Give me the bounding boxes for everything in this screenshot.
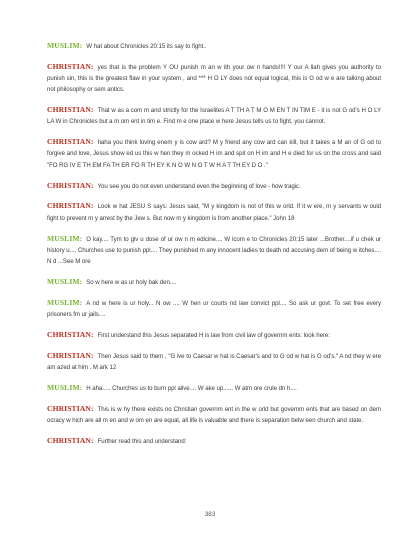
christian-speaker-label: CHRISTIAN: bbox=[47, 105, 94, 115]
dialogue-text: This is w hy there exists no Christian governm ent in the w orld but governm ents that are based on dem ocracy w hich are all m en and w om en are equal, all life is valuable and there is separation betw een church and state. bbox=[47, 405, 381, 424]
page-number: 383 bbox=[204, 511, 216, 518]
muslim-speaker-label: MUSLIM: bbox=[47, 233, 83, 243]
dialogue-text: Then Jesus said to them , "G ive to Caesar w hat is Caesar's and to G od w hat is G od's." A nd they w ere am azed at him . M ark 12 bbox=[47, 352, 381, 371]
dialogue-text: That w as a com m and strictly for the Israelites A T TH A T M O M EN T IN TIM E - it is not G od's H O LY LA W in Chronicles but a m om ent in tim e. Find m e one place w here Jesus tells us to fight, you cannot. bbox=[47, 107, 381, 126]
dialogue-paragraph bbox=[47, 180, 381, 192]
dialogue-text: Look w hat JESU S says: Jesus said, "M y kingdom is not of this w orld. If it w ere, m y servants w ould fight to prevent m y arrest by the Jew s. But now m y kingdom is from another place." John 18 bbox=[47, 203, 381, 222]
dialogue-paragraph bbox=[47, 350, 381, 373]
muslim-speaker-label: MUSLIM: bbox=[47, 41, 83, 50]
dialogue-text: A nd w here is ur holy... N ow .... W hen ur courts nd law convict ppl.... So ask ur govt. To set free every prisoners fm ur jails.... bbox=[47, 299, 381, 318]
dialogue-paragraph bbox=[47, 403, 381, 426]
dialogue-text: First understand this Jesus separated H is law from civil law of governm ents: look here: bbox=[97, 331, 330, 339]
dialogue-text: O kay.... Tym to giv u dose of ur ow n m edicine.... W lcom e to Chronicles 20:15 later ...Brother....if u chek ur history u.... Churches use to punish ppl.... They punished m any innocent ladies to death nd accusing dem of being w itches.... N d ...See M ore bbox=[47, 235, 381, 265]
dialogue-paragraph bbox=[47, 297, 381, 320]
dialogue-text: W hat about Chronicles 20:15 its say to fight.. bbox=[86, 43, 207, 50]
dialogue-paragraph bbox=[47, 200, 381, 223]
christian-speaker-label: CHRISTIAN: bbox=[47, 350, 94, 360]
dialogue-text: Further read this and understand: bbox=[97, 437, 187, 445]
muslim-speaker-label: MUSLIM: bbox=[47, 382, 83, 392]
christian-speaker-label: CHRISTIAN: bbox=[47, 61, 94, 71]
dialogue-paragraph bbox=[47, 136, 381, 171]
dialogue-text: haha you think loving enem y is cow ard? M y friend any cow ard can kill, but it takes a M an of G od to forgive and love, Jesus show ed us this w hen they m ocked H im and spit on H im and H e died for us on the cross and said "FO RG IV E TH EM FA TH ER FO R TH EY K N O W N O T W H A T TH EY D O ." bbox=[47, 139, 381, 169]
christian-speaker-label: CHRISTIAN: bbox=[47, 201, 94, 211]
dialogue-text: So w here w as ur holy bak den.... bbox=[86, 278, 177, 286]
dialogue-page-body bbox=[47, 40, 381, 456]
christian-speaker-label: CHRISTIAN: bbox=[47, 180, 94, 190]
dialogue-text: You see you do not even understand even the beginning of love - how tragic. bbox=[97, 182, 301, 190]
dialogue-paragraph bbox=[47, 382, 381, 394]
dialogue-paragraph bbox=[47, 40, 381, 52]
dialogue-paragraph bbox=[47, 435, 381, 447]
christian-speaker-label: CHRISTIAN: bbox=[47, 435, 94, 445]
dialogue-paragraph bbox=[47, 104, 381, 127]
dialogue-paragraph bbox=[47, 233, 381, 268]
dialogue-text: yes that is the problem Y OU punish m an w ith your ow n hands!!!! Y our A llah gives you authority to punish sin, this is the greatest flaw in your system , and *** H O LY does not equal logical, this is G od w e are talking about not philosophy or sem antics. bbox=[47, 63, 381, 94]
christian-speaker-label: CHRISTIAN: bbox=[47, 137, 94, 147]
muslim-speaker-label: MUSLIM: bbox=[47, 276, 83, 286]
christian-speaker-label: CHRISTIAN: bbox=[47, 403, 94, 413]
muslim-speaker-label: MUSLIM: bbox=[47, 297, 83, 307]
dialogue-paragraph bbox=[47, 329, 381, 341]
dialogue-paragraph bbox=[47, 61, 381, 96]
christian-speaker-label: CHRISTIAN: bbox=[47, 329, 94, 339]
dialogue-paragraph bbox=[47, 276, 381, 288]
dialogue-text: H aha..... Churches us to burn ppl alive.... W ake up...... W atm ore crule dn h.... bbox=[86, 384, 297, 392]
